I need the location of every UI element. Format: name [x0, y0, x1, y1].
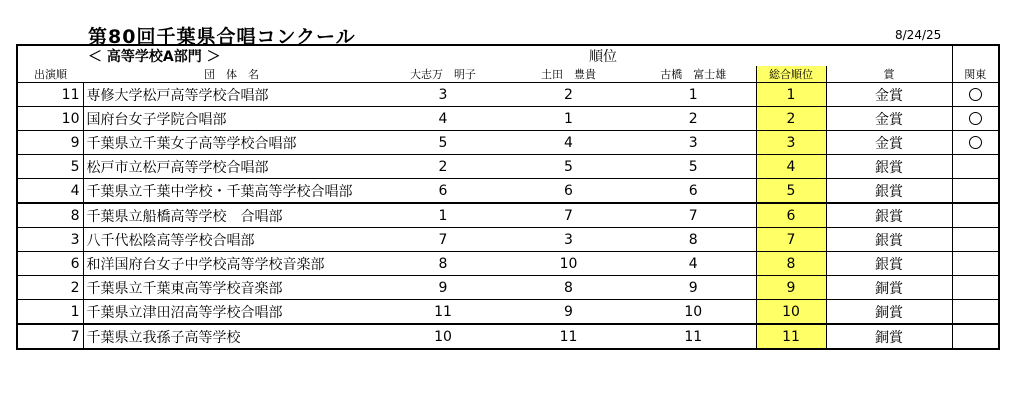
table-row [17, 107, 999, 131]
cell-group-name: 八千代松陰高等学校合唱部 [83, 228, 380, 252]
cell-kanto [952, 252, 999, 276]
cell-kanto [952, 155, 999, 179]
circle-mark-icon [969, 136, 982, 149]
cell-overall-rank: 4 [756, 155, 826, 179]
col-prize-header: 賞 [826, 66, 952, 83]
cell-prize: 金賞 [826, 83, 952, 107]
cell-prize: 銅賞 [826, 324, 952, 349]
page-title: 第80回千葉県合唱コンクール [88, 26, 356, 48]
cell-overall-rank: 10 [756, 300, 826, 325]
cell-group-name: 千葉県立我孫子高等学校 [83, 324, 380, 349]
cell-prize: 銀賞 [826, 203, 952, 228]
cell-prize: 銅賞 [826, 276, 952, 300]
cell-kanto [952, 324, 999, 349]
cell-judge2-rank: 10 [506, 252, 631, 276]
table-row [17, 228, 999, 252]
col-group-header: 団 体 名 [83, 66, 380, 83]
date-label: 8/24/25 [895, 28, 942, 42]
cell-judge2-rank: 9 [506, 300, 631, 325]
table-row [17, 83, 999, 107]
cell-prize: 金賞 [826, 131, 952, 155]
cell-judge3-rank: 10 [631, 300, 756, 325]
cell-overall-rank: 9 [756, 276, 826, 300]
cell-overall-rank: 8 [756, 252, 826, 276]
cell-prize: 銀賞 [826, 228, 952, 252]
cell-judge3-rank: 2 [631, 107, 756, 131]
cell-judge1-rank: 7 [380, 228, 506, 252]
cell-overall-rank: 1 [756, 83, 826, 107]
cell-judge2-rank: 4 [506, 131, 631, 155]
cell-overall-rank: 3 [756, 131, 826, 155]
cell-kanto [952, 131, 999, 155]
col-kanto-header: 関東 [952, 66, 999, 83]
cell-judge3-rank: 8 [631, 228, 756, 252]
cell-group-name: 千葉県立千葉女子高等学校合唱部 [83, 131, 380, 155]
cell-judge2-rank: 3 [506, 228, 631, 252]
cell-group-name: 専修大学松戸高等学校合唱部 [83, 83, 380, 107]
cell-order: 9 [17, 131, 83, 155]
table-row [17, 252, 999, 276]
cell-order: 4 [17, 179, 83, 204]
cell-order: 7 [17, 324, 83, 349]
circle-mark-icon [969, 112, 982, 125]
cell-kanto [952, 107, 999, 131]
cell-judge3-rank: 11 [631, 324, 756, 349]
col-judge1-header: 大志万 明子 [380, 66, 506, 83]
col-judge3-header: 古橋 富士雄 [631, 66, 756, 83]
table-header-row-2 [17, 66, 999, 83]
cell-judge1-rank: 10 [380, 324, 506, 349]
cell-kanto [952, 300, 999, 325]
cell-judge2-rank: 7 [506, 203, 631, 228]
cell-group-name: 国府台女子学院合唱部 [83, 107, 380, 131]
cell-group-name: 千葉県立千葉東高等学校音楽部 [83, 276, 380, 300]
cell-judge2-rank: 2 [506, 83, 631, 107]
cell-judge2-rank: 6 [506, 179, 631, 204]
table-header-row-1 [17, 45, 999, 66]
col-judge2-header: 土田 豊貴 [506, 66, 631, 83]
table-row [17, 324, 999, 349]
cell-judge1-rank: 5 [380, 131, 506, 155]
category-label: ＜ 高等学校A部門 ＞ [17, 45, 380, 66]
cell-judge3-rank: 1 [631, 83, 756, 107]
cell-order: 2 [17, 276, 83, 300]
cell-judge1-rank: 3 [380, 83, 506, 107]
cell-kanto [952, 228, 999, 252]
cell-judge2-rank: 5 [506, 155, 631, 179]
cell-judge1-rank: 8 [380, 252, 506, 276]
cell-order: 6 [17, 252, 83, 276]
cell-judge1-rank: 11 [380, 300, 506, 325]
col-overall-header: 総合順位 [756, 66, 826, 83]
cell-overall-rank: 11 [756, 324, 826, 349]
cell-prize: 銀賞 [826, 252, 952, 276]
cell-prize: 銀賞 [826, 179, 952, 204]
cell-judge3-rank: 6 [631, 179, 756, 204]
table-row [17, 276, 999, 300]
table-row [17, 155, 999, 179]
cell-group-name: 千葉県立千葉中学校・千葉高等学校合唱部 [83, 179, 380, 204]
cell-judge1-rank: 6 [380, 179, 506, 204]
cell-kanto [952, 276, 999, 300]
rank-group-label: 順位 [380, 45, 826, 66]
cell-judge1-rank: 9 [380, 276, 506, 300]
circle-mark-icon [969, 88, 982, 101]
cell-group-name: 和洋国府台女子中学校高等学校音楽部 [83, 252, 380, 276]
results-table [16, 44, 1000, 350]
cell-order: 1 [17, 300, 83, 325]
cell-group-name: 千葉県立津田沼高等学校合唱部 [83, 300, 380, 325]
cell-judge2-rank: 8 [506, 276, 631, 300]
cell-prize: 金賞 [826, 107, 952, 131]
cell-group-name: 千葉県立船橋高等学校 合唱部 [83, 203, 380, 228]
cell-group-name: 松戸市立松戸高等学校合唱部 [83, 155, 380, 179]
col-order-header: 出演順 [17, 66, 83, 83]
cell-order: 10 [17, 107, 83, 131]
cell-judge3-rank: 3 [631, 131, 756, 155]
cell-judge1-rank: 2 [380, 155, 506, 179]
cell-judge3-rank: 4 [631, 252, 756, 276]
table-row [17, 179, 999, 204]
cell-judge3-rank: 5 [631, 155, 756, 179]
cell-order: 3 [17, 228, 83, 252]
cell-judge1-rank: 4 [380, 107, 506, 131]
table-row [17, 203, 999, 228]
cell-overall-rank: 5 [756, 179, 826, 204]
cell-judge3-rank: 7 [631, 203, 756, 228]
cell-overall-rank: 7 [756, 228, 826, 252]
cell-overall-rank: 6 [756, 203, 826, 228]
cell-judge2-rank: 11 [506, 324, 631, 349]
cell-order: 8 [17, 203, 83, 228]
cell-prize: 銅賞 [826, 300, 952, 325]
cell-order: 11 [17, 83, 83, 107]
table-row [17, 131, 999, 155]
cell-order: 5 [17, 155, 83, 179]
cell-judge3-rank: 9 [631, 276, 756, 300]
cell-kanto [952, 179, 999, 204]
cell-kanto [952, 83, 999, 107]
cell-kanto [952, 203, 999, 228]
cell-overall-rank: 2 [756, 107, 826, 131]
cell-prize: 銀賞 [826, 155, 952, 179]
cell-judge1-rank: 1 [380, 203, 506, 228]
cell-judge2-rank: 1 [506, 107, 631, 131]
table-row [17, 300, 999, 325]
